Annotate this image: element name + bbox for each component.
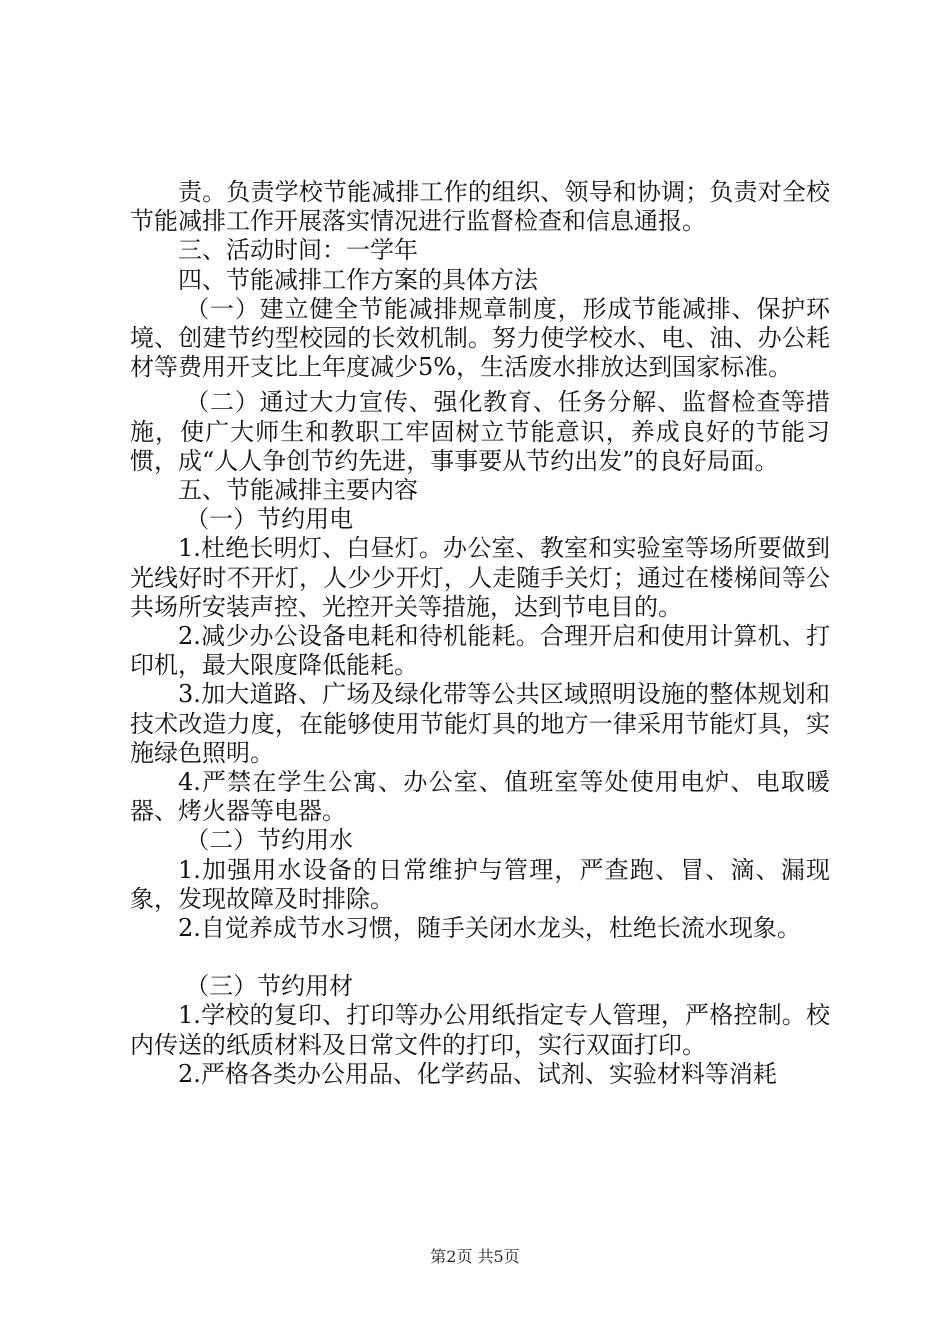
heading-main-content: 五、节能减排主要内容 — [178, 476, 418, 505]
list-item-materials-1: 1.学校的复印、打印等办公用纸指定专人管理，严格控制。校内传送的纸质材料及日常文件的打印，实行双面打印。 — [130, 1001, 830, 1059]
list-item-water-1: 1.加强用水设备的日常维护与管理，严查跑、冒、滴、漏现象，发现故障及时排除。 — [130, 855, 830, 913]
blank-line — [130, 943, 830, 972]
paragraph-method-1: （一）建立健全节能减排规章制度，形成节能减排、保护环境、创建节约型校园的长效机制。努力使学校水、电、油、办公耗材等费用开支比上年度减少5%，生活废水排放达到国家标准。 — [130, 294, 830, 382]
subheading-save-water: （二）节约用水 — [185, 826, 354, 855]
heading-methods: 四、节能减排工作方案的具体方法 — [178, 265, 538, 294]
subheading-save-electricity: （一）节约用电 — [185, 505, 354, 534]
list-item-water-2: 2.自觉养成节水习惯，随手关闭水龙头，杜绝长流水现象。 — [178, 914, 801, 943]
page-footer: 第2页 共5页 — [430, 1247, 520, 1266]
subheading-save-materials: （三）节约用材 — [185, 972, 354, 1001]
list-item-electricity-2: 2.减少办公设备电耗和待机能耗。合理开启和使用计算机、打印机，最大限度降低能耗。 — [130, 622, 830, 680]
list-item-materials-2: 2.严格各类办公用品、化学药品、试剂、实验材料等消耗 — [178, 1059, 777, 1088]
list-item-electricity-1: 1.杜绝长明灯、白昼灯。办公室、教室和实验室等场所要做到光线好时不开灯，人少少开灯，人走随手关灯；通过在楼梯间等公共场所安装声控、光控开关等措施，达到节电目的。 — [130, 534, 830, 621]
paragraph-method-2: （二）通过大力宣传、强化教育、任务分解、监督检查等措施，使广大师生和教职工牢固树立节能意识，养成良好的节能习惯，成“人人争创节约先进，事事要从节约出发”的良好局面。 — [130, 388, 830, 475]
paragraph-responsibility: 责。负责学校节能减排工作的组织、领导和协调；负责对全校节能减排工作开展落实情况进行监督检查和信息通报。 — [130, 178, 830, 236]
list-item-electricity-4: 4.严禁在学生公寓、办公室、值班室等处使用电炉、电取暖器、烤火器等电器。 — [130, 768, 830, 826]
heading-activity-time: 三、活动时间：一学年 — [178, 236, 418, 265]
list-item-electricity-3: 3.加大道路、广场及绿化带等公共区域照明设施的整体规划和技术改造力度，在能够使用节能灯具的地方一律采用节能灯具，实施绿色照明。 — [130, 680, 830, 767]
document-body — [130, 178, 830, 1089]
